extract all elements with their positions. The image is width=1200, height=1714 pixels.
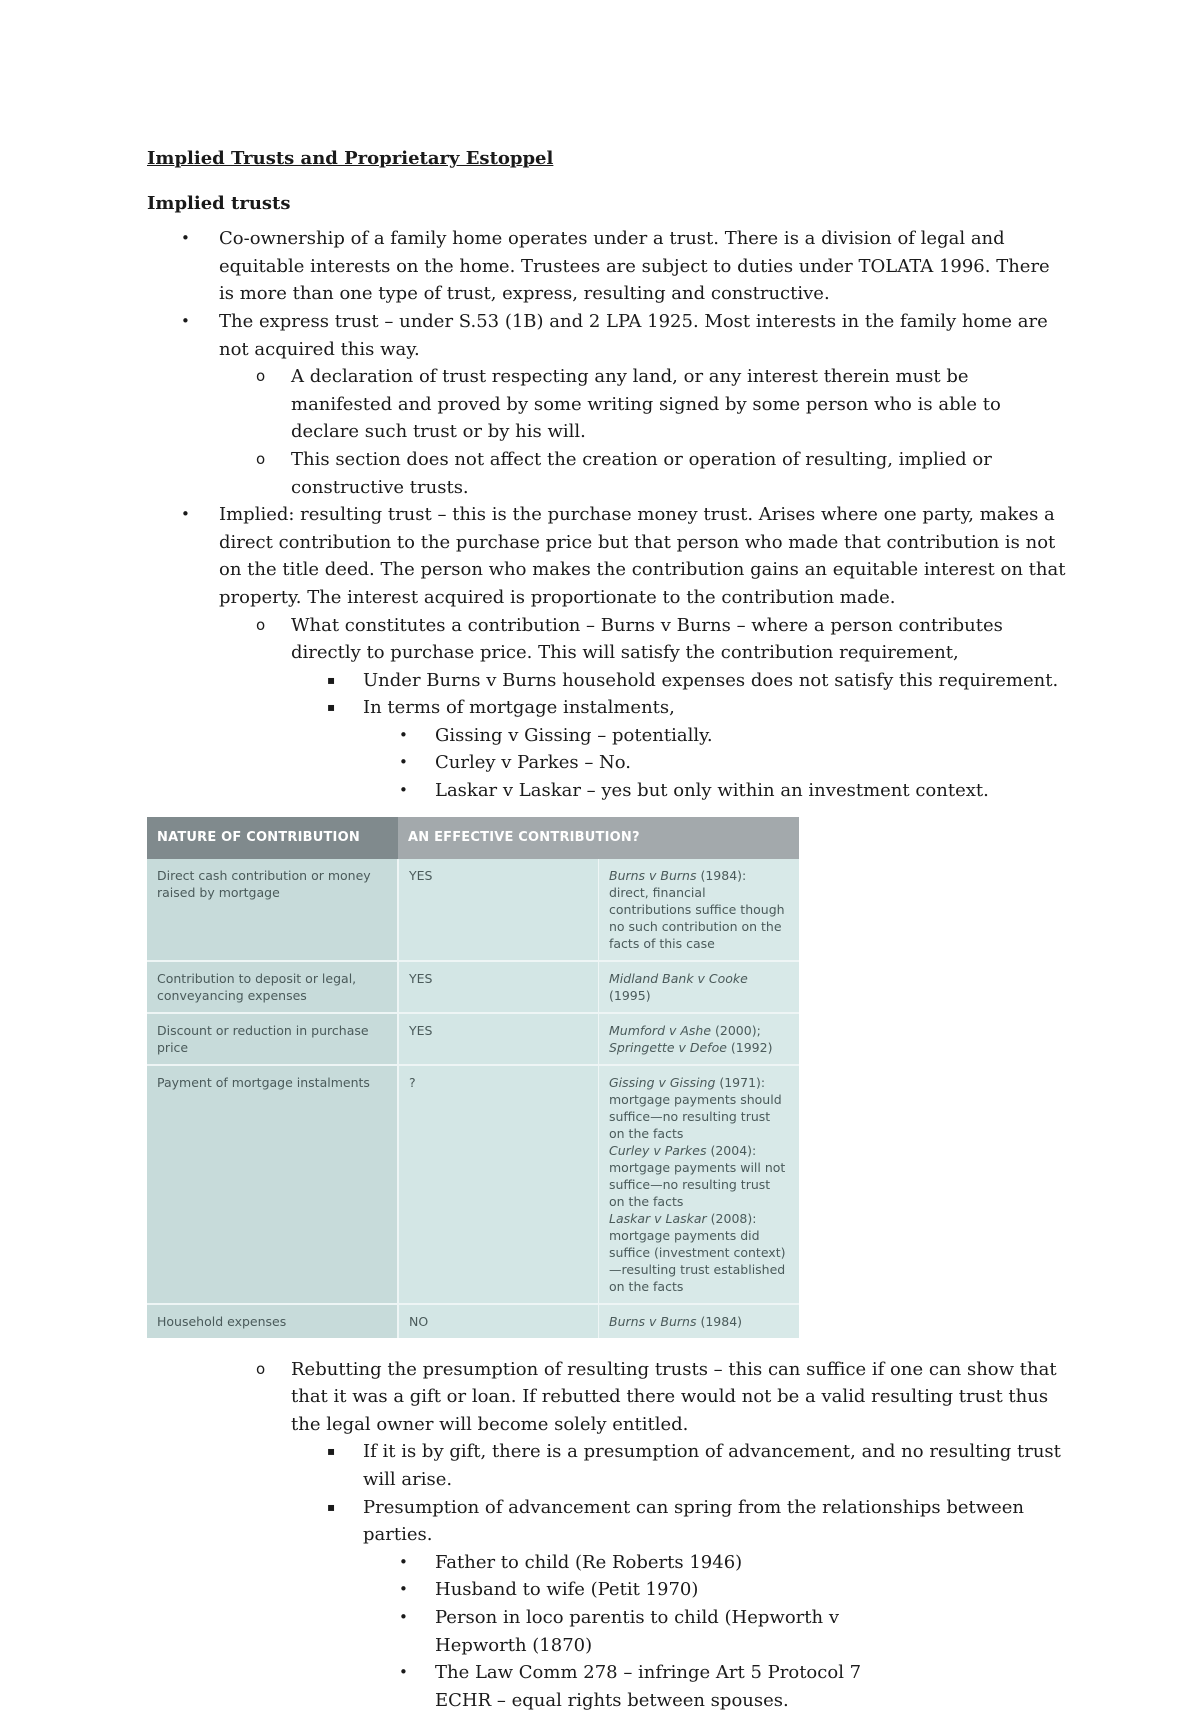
- table-row: [147, 961, 799, 1013]
- list-item: [147, 446, 1067, 501]
- case-name: Burns v Burns: [609, 867, 697, 883]
- nature-cell: Direct cash contribution or money raised by mortgage: [147, 859, 398, 961]
- list-item: [147, 722, 1067, 750]
- answer-cell: NO: [398, 1304, 599, 1338]
- case-note: (1984): [696, 1313, 743, 1329]
- list-item-text: The Law Comm 278 – infringe Art 5 Protocol 7 ECHR – equal rights between spouses.: [435, 1662, 862, 1711]
- list-item: [147, 694, 1067, 722]
- contribution-table: [147, 817, 799, 1338]
- sub-list: [147, 612, 1067, 667]
- list-item: [147, 225, 1067, 308]
- bullet-list: [147, 225, 1067, 363]
- circle-marker: o: [256, 367, 266, 386]
- bullet-marker: •: [399, 1580, 408, 1599]
- table-row: [147, 1304, 799, 1338]
- sub-list: [147, 363, 1067, 501]
- bullet-marker: •: [399, 1552, 408, 1571]
- square-marker: ▪: [327, 1444, 336, 1459]
- list-item-text: Person in loco parentis to child (Hepworth v Hepworth (1870): [435, 1607, 839, 1656]
- case-name: Midland Bank v Cooke: [609, 970, 748, 986]
- answer-cell: YES: [398, 961, 599, 1013]
- case-note: (1971): mortgage payments should suffice—no resulting trust on the facts: [609, 1074, 782, 1141]
- case-name: Curley v Parkes: [609, 1142, 707, 1158]
- section-heading: Implied trusts: [147, 192, 291, 214]
- bullet-marker: •: [399, 725, 408, 744]
- nature-cell: Household expenses: [147, 1304, 398, 1338]
- case-name: Gissing v Gissing: [609, 1074, 716, 1090]
- bullet-marker: •: [399, 753, 408, 772]
- case-list: [147, 1549, 867, 1714]
- list-item-text: In terms of mortgage instalments,: [363, 697, 675, 719]
- list-item: [147, 777, 1067, 805]
- case-name: Springette v Defoe: [609, 1039, 727, 1055]
- circle-marker: o: [256, 1359, 266, 1378]
- circle-marker: o: [256, 615, 266, 634]
- list-item-text: Gissing v Gissing – potentially.: [435, 724, 713, 746]
- header-effective: AN EFFECTIVE CONTRIBUTION?: [398, 817, 799, 859]
- list-item: [147, 1576, 867, 1604]
- case-note: (1984): direct, financial contributions suffice though no such contribution on the facts of this case: [609, 867, 785, 951]
- list-item: [147, 1438, 1067, 1493]
- bullet-marker: •: [399, 1608, 408, 1626]
- list-item: [147, 612, 1067, 667]
- list-item-text: Implied: resulting trust – this is the purchase money trust. Arises where one party, makes a direct contribution to the purchase price but that person who made that contribution is not on the title deed. The person who makes the contribution gains an equitable interest on that property. The interest acquired is proportionate to the contribution made.: [219, 504, 1066, 608]
- authority-cell: [599, 1304, 800, 1338]
- list-item-text: Under Burns v Burns household expenses does not satisfy this requirement.: [363, 669, 1059, 691]
- nature-cell: Discount or reduction in purchase price: [147, 1013, 398, 1065]
- answer-cell: YES: [398, 1013, 599, 1065]
- list-item-text: Rebutting the presumption of resulting trusts – this can suffice if one can show that that it was a gift or loan. If rebutted there would not be a valid resulting trust thus the legal owner will become solely entitled.: [291, 1358, 1057, 1435]
- authority-cell: [599, 961, 800, 1013]
- sub-sub-list: [147, 1438, 1067, 1548]
- list-item-text: Co-ownership of a family home operates under a trust. There is a division of legal and equitable interests on the home. Trustees are subject to duties under TOLATA 1996. There is more than one type of trust, express, resulting and constructive.: [219, 228, 1050, 305]
- list-item: [147, 749, 1067, 777]
- case-note: (2004): mortgage payments will not suffice—no resulting trust on the facts: [609, 1142, 786, 1209]
- square-marker: ▪: [327, 672, 336, 687]
- case-note: (2000);: [711, 1022, 761, 1038]
- authority-cell: [599, 1065, 800, 1304]
- case-note: (2008): mortgage payments did suffice (investment context)—resulting trust established on the facts: [609, 1210, 786, 1294]
- sub-sub-list: [147, 667, 1067, 722]
- sub-list: [147, 1356, 1067, 1439]
- bullet-marker: •: [399, 1663, 408, 1682]
- authority-cell: [599, 859, 800, 961]
- bullet-list: [147, 501, 1067, 611]
- contribution-table-figure: [147, 817, 799, 1338]
- list-item-text: Father to child (Re Roberts 1946): [435, 1551, 743, 1573]
- case-note: (1992): [726, 1039, 773, 1055]
- square-marker: ▪: [327, 700, 336, 715]
- bullet-marker: •: [181, 311, 190, 330]
- list-item-text: A declaration of trust respecting any land, or any interest therein must be manifested and proved by some writing signed by some person who is able to declare such trust or by his will.: [291, 366, 1001, 443]
- list-item-text: Laskar v Laskar – yes but only within an investment context.: [435, 780, 989, 802]
- table-row: [147, 1065, 799, 1304]
- list-item: [147, 308, 1067, 363]
- table-row: [147, 859, 799, 961]
- list-item-text: Husband to wife (Petit 1970): [435, 1579, 699, 1601]
- authority-cell: [599, 1013, 800, 1065]
- square-marker: ▪: [327, 1499, 336, 1514]
- document-body: [147, 145, 1067, 1714]
- bullet-marker: •: [181, 505, 190, 524]
- list-item: [147, 501, 1067, 611]
- case-name: Mumford v Ashe: [609, 1022, 712, 1038]
- bullet-marker: •: [181, 229, 190, 248]
- document-title: Implied Trusts and Proprietary Estoppel: [147, 148, 554, 169]
- list-item-text: Presumption of advancement can spring from the relationships between parties.: [363, 1496, 1025, 1546]
- contribution-table-body: [147, 859, 799, 1338]
- circle-marker: o: [256, 449, 266, 468]
- nature-cell: Contribution to deposit or legal, conveyancing expenses: [147, 961, 398, 1013]
- list-item: [147, 667, 1067, 695]
- list-item-text: Curley v Parkes – No.: [435, 752, 632, 774]
- case-note: (1995): [609, 987, 651, 1003]
- case-name: Laskar v Laskar: [609, 1210, 707, 1226]
- list-item: [147, 1494, 1067, 1549]
- list-item: [147, 1604, 867, 1659]
- header-nature: NATURE OF CONTRIBUTION: [147, 817, 398, 859]
- list-item: [147, 1549, 867, 1577]
- list-item-text: This section does not affect the creation or operation of resulting, implied or constructive trusts.: [291, 448, 992, 498]
- nature-cell: Payment of mortgage instalments: [147, 1065, 398, 1304]
- list-item-text: The express trust – under S.53 (1B) and 2 LPA 1925. Most interests in the family home are not acquired this way.: [219, 310, 1048, 360]
- list-item-text: What constitutes a contribution – Burns v Burns – where a person contributes directly to purchase price. This will satisfy the contribution requirement,: [291, 614, 1003, 664]
- list-item: [147, 1356, 1067, 1439]
- bullet-marker: •: [399, 781, 408, 800]
- answer-cell: ?: [398, 1065, 599, 1304]
- list-item-text: If it is by gift, there is a presumption of advancement, and no resulting trust will arise.: [363, 1441, 1061, 1491]
- list-item: [147, 1659, 867, 1714]
- list-item: [147, 363, 1067, 446]
- case-list: [147, 722, 1067, 805]
- table-row: [147, 1013, 799, 1065]
- answer-cell: YES: [398, 859, 599, 961]
- case-name: Burns v Burns: [609, 1313, 697, 1329]
